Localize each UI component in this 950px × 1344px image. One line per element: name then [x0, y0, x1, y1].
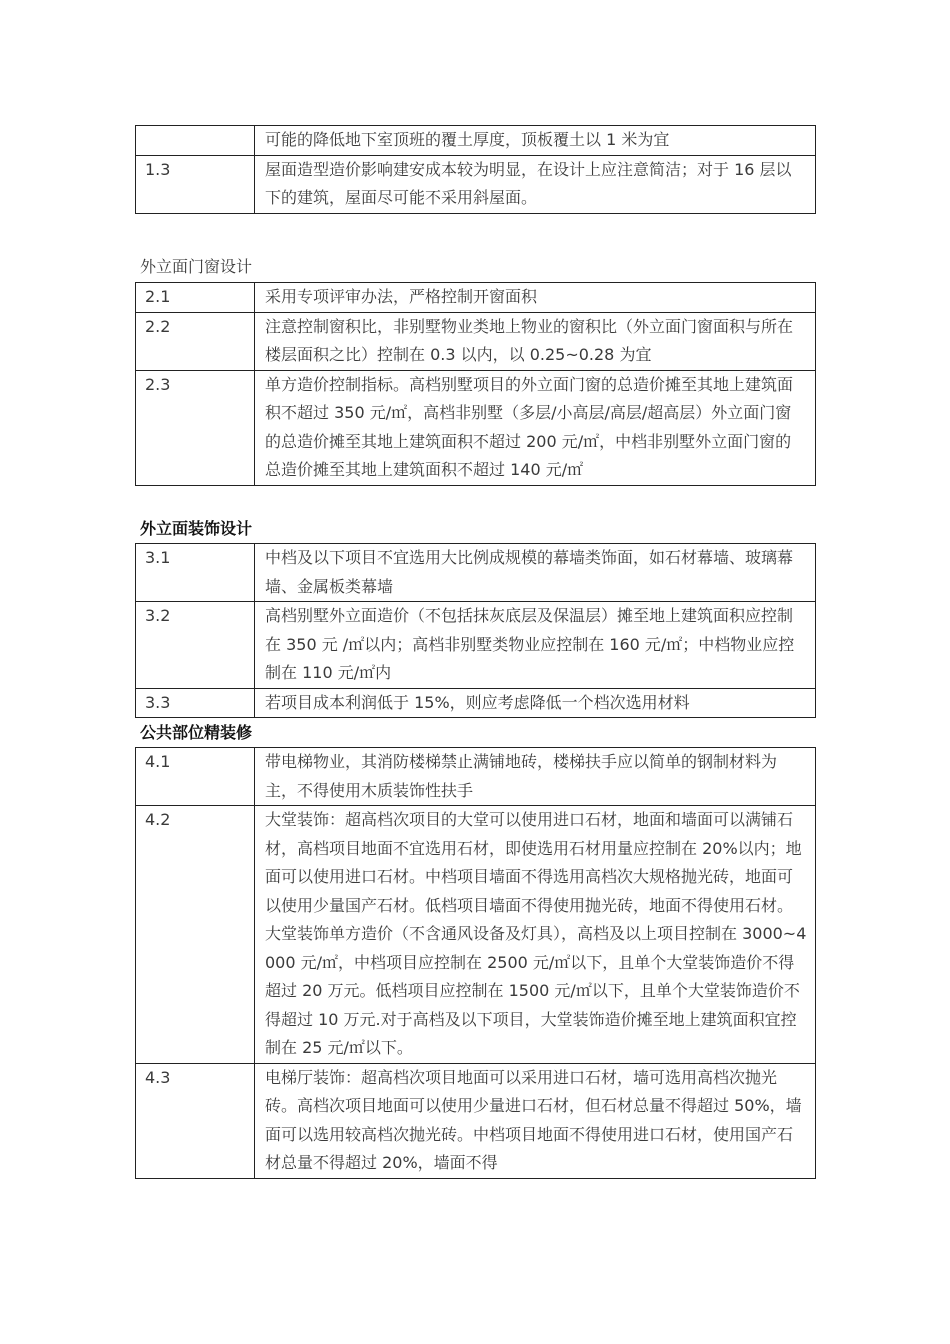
row-number: 3.1: [136, 544, 255, 602]
table-row: [136, 1063, 816, 1178]
section-heading-windows: 外立面门窗设计: [140, 257, 253, 276]
row-text: 高档别墅外立面造价（不包括抹灰底层及保温层）摊至地上建筑面积应控制在 350 元 /㎡以内；高档非别墅类物业应控制在 160 元/㎡；中档物业应控制在 110 元/㎡内: [255, 602, 816, 689]
row-text: 可能的降低地下室顶班的覆土厚度，顶板覆土以 1 米为宜: [255, 126, 816, 156]
row-paragraph: 大堂装饰单方造价（不含通风设备及灯具），高档及以上项目控制在 3000~4000 元/㎡，中档项目应控制在 2500 元/㎡以下，且单个大堂装饰造价不得超过 20 万元。低档项目应控制在 1500 元/㎡以下，且单个大堂装饰造价不得超过 10 万元.对于高档及以下项目，大堂装饰造价摊至地上建筑面积宜控制在 25 元/㎡以下。: [265, 924, 807, 1057]
row-text: 电梯厅装饰：超高档次项目地面可以采用进口石材，墙可选用高档次抛光砖。高档次项目地面可以使用少量进口石材，但石材总量不得超过 50%，墙面可以选用较高档次抛光砖。中档项目地面不得使用进口石材，使用国产石材总量不得超过 20%，墙面不得: [255, 1063, 816, 1178]
row-number: [136, 126, 255, 156]
row-text: 带电梯物业，其消防楼梯禁止满铺地砖，楼梯扶手应以简单的钢制材料为主，不得使用木质装饰性扶手: [255, 748, 816, 806]
row-number: 4.3: [136, 1063, 255, 1178]
row-text: 中档及以下项目不宜选用大比例成规模的幕墙类饰面，如石材幕墙、玻璃幕墙、金属板类幕墙: [255, 544, 816, 602]
table-row: [136, 126, 816, 156]
table-row: [136, 370, 816, 485]
row-number: 2.2: [136, 312, 255, 370]
table-row: [136, 602, 816, 689]
row-number: 3.3: [136, 688, 255, 718]
row-number: 2.3: [136, 370, 255, 485]
row-number: 2.1: [136, 283, 255, 313]
cost-table-roof: [135, 125, 816, 214]
table-row: [136, 312, 816, 370]
table-row: [136, 283, 816, 313]
row-text: 采用专项评审办法，严格控制开窗面积: [255, 283, 816, 313]
cost-table-windows: [135, 282, 816, 486]
section-heading-facade: 外立面装饰设计: [140, 519, 253, 538]
table-row: [136, 806, 816, 1064]
table-row: [136, 748, 816, 806]
row-text: 注意控制窗积比，非别墅物业类地上物业的窗积比（外立面门窗面积与所在楼层面积之比）控制在 0.3 以内，以 0.25~0.28 为宜: [255, 312, 816, 370]
row-number: 1.3: [136, 155, 255, 213]
row-paragraph: 大堂装饰：超高档次项目的大堂可以使用进口石材，地面和墙面可以满铺石材，高档项目地面不宜选用石材，即使选用石材用量应控制在 20%以内；地面可以使用进口石材。中档项目墙面不得选用高档次大规格抛光砖，地面可以使用少量国产石材。低档项目墙面不得使用抛光砖，地面不得使用石材。: [265, 810, 802, 915]
cost-table-facade: [135, 543, 816, 718]
row-number: 4.2: [136, 806, 255, 1064]
row-text: [255, 806, 816, 1064]
row-text: 屋面造型造价影响建安成本较为明显，在设计上应注意简洁；对于 16 层以下的建筑，屋面尽可能不采用斜屋面。: [255, 155, 816, 213]
section-heading-public-areas: 公共部位精装修: [140, 723, 253, 742]
table-row: [136, 155, 816, 213]
row-text: 若项目成本利润低于 15%，则应考虑降低一个档次选用材料: [255, 688, 816, 718]
row-text: 单方造价控制指标。高档别墅项目的外立面门窗的总造价摊至其地上建筑面积不超过 350 元/㎡，高档非别墅（多层/小高层/高层/超高层）外立面门窗的总造价摊至其地上建筑面积不超过 200 元/㎡，中档非别墅外立面门窗的总造价摊至其地上建筑面积不超过 140 元/㎡: [255, 370, 816, 485]
row-number: 4.1: [136, 748, 255, 806]
row-number: 3.2: [136, 602, 255, 689]
table-row: [136, 688, 816, 718]
cost-table-public-areas: [135, 747, 816, 1179]
table-row: [136, 544, 816, 602]
